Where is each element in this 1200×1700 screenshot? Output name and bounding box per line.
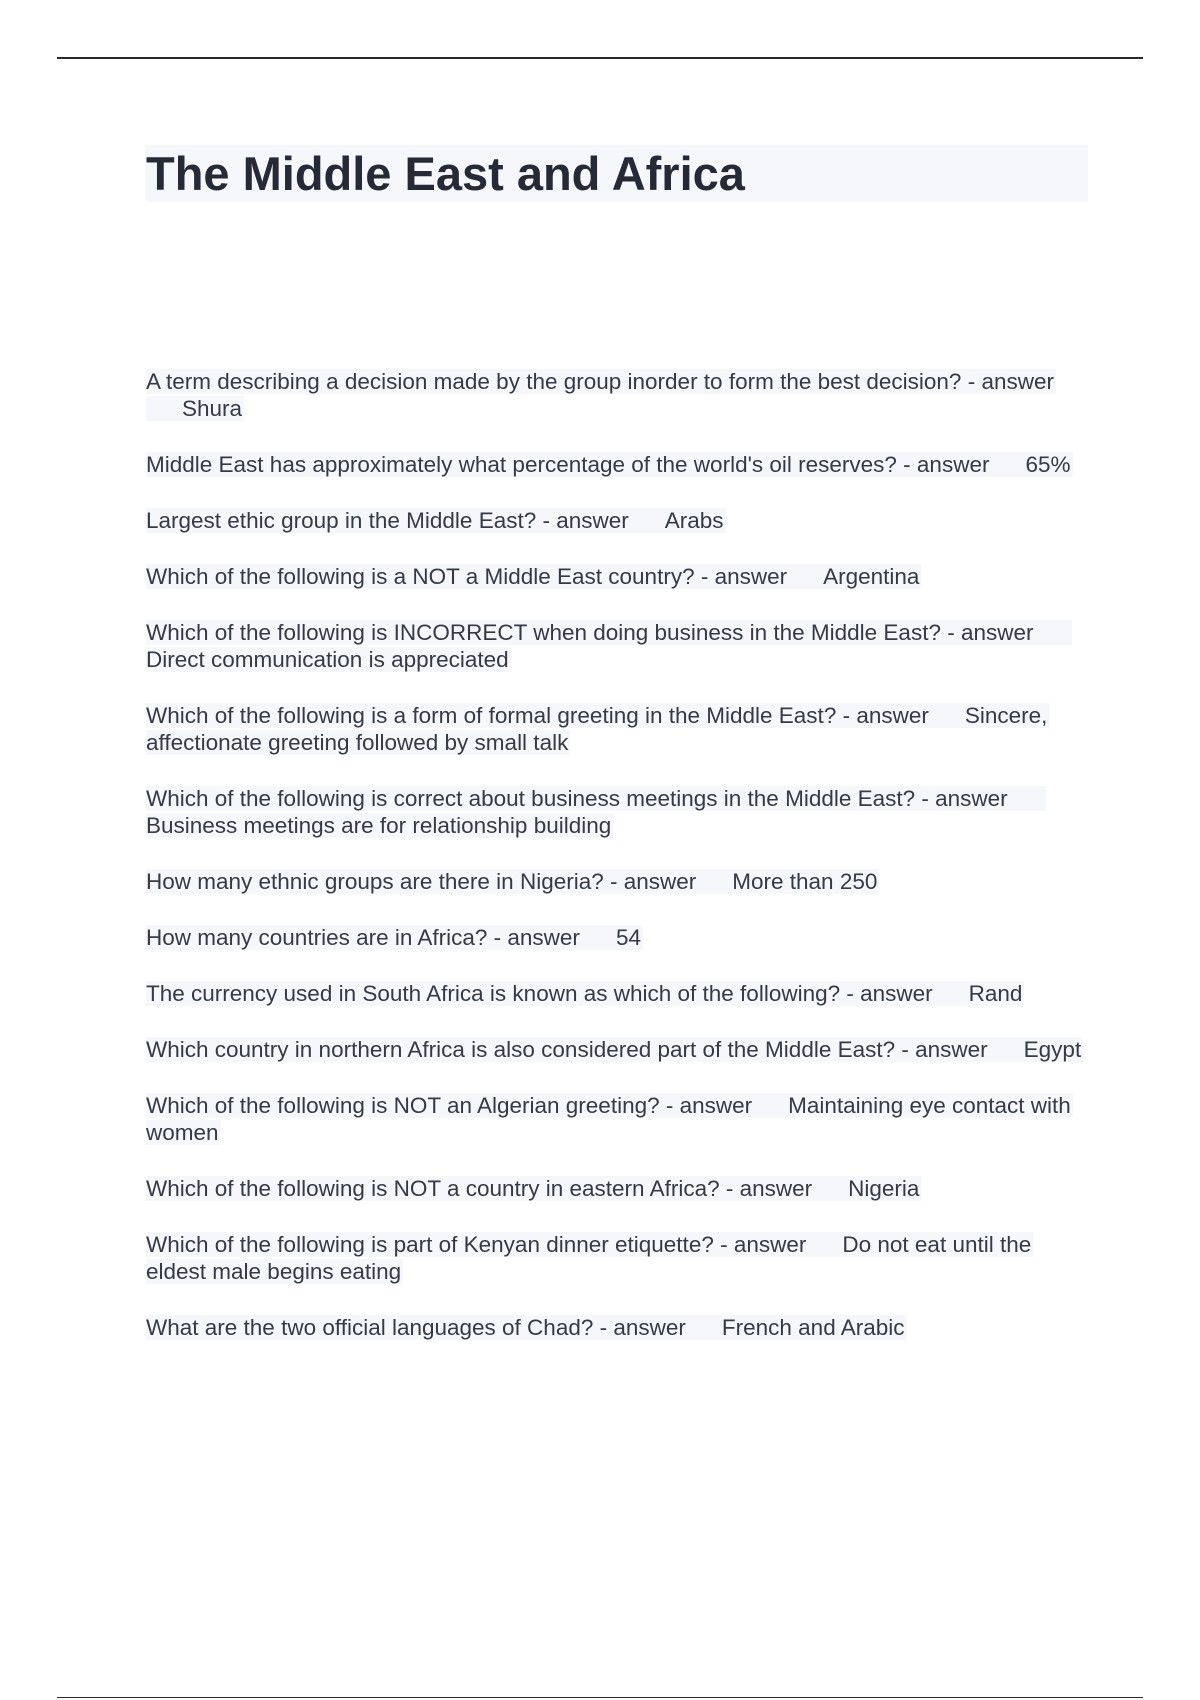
- answer-text: Arabs: [664, 508, 724, 533]
- top-rule: [57, 57, 1143, 59]
- page-title: The Middle East and Africa: [146, 147, 745, 200]
- answer-text: 54: [615, 925, 641, 950]
- qa-item: [146, 563, 1086, 590]
- qa-item: [146, 924, 1086, 951]
- answer-text: 65%: [1025, 452, 1071, 477]
- qa-item: [146, 1175, 1086, 1202]
- qa-item: [146, 1314, 1086, 1341]
- qa-item: [146, 702, 1086, 756]
- answer-text: Shura: [182, 396, 243, 421]
- qa-item: [146, 451, 1086, 478]
- question-text: Which of the following is a NOT a Middle East country? - answer: [146, 564, 788, 589]
- bottom-rule: [57, 1697, 1143, 1698]
- question-text: What are the two official languages of Chad? - answer: [146, 1315, 686, 1340]
- answer-text: Sincere, affectionate greeting followed by small talk: [146, 703, 1048, 755]
- answer-text: Rand: [968, 981, 1023, 1006]
- answer-text: Egypt: [1023, 1037, 1082, 1062]
- qa-item: [146, 1036, 1086, 1063]
- qa-item: [146, 1092, 1086, 1146]
- question-text: Which of the following is NOT a country in eastern Africa? - answer: [146, 1176, 813, 1201]
- qa-item: [146, 785, 1086, 839]
- question-text: Which of the following is correct about business meetings in the Middle East? - answer: [146, 786, 1008, 811]
- answer-text: Maintaining eye contact with women: [146, 1093, 1071, 1145]
- answer-text: Business meetings are for relationship building: [146, 813, 612, 838]
- qa-item: [146, 619, 1086, 673]
- question-text: Which of the following is part of Kenyan dinner etiquette? - answer: [146, 1232, 807, 1257]
- question-text: How many countries are in Africa? - answer: [146, 925, 580, 950]
- question-text: How many ethnic groups are there in Nigeria? - answer: [146, 869, 697, 894]
- qa-item: [146, 368, 1086, 422]
- question-text: Which of the following is INCORRECT when doing business in the Middle East? - answer: [146, 620, 1034, 645]
- answer-text: Direct communication is appreciated: [146, 647, 509, 672]
- answer-text: Do not eat until the eldest male begins eating: [146, 1232, 1032, 1284]
- question-text: Which country in northern Africa is also considered part of the Middle East? - answer: [146, 1037, 988, 1062]
- qa-item: [146, 1231, 1086, 1285]
- qa-item: [146, 868, 1086, 895]
- question-text: Which of the following is a form of formal greeting in the Middle East? - answer: [146, 703, 929, 728]
- qa-item: [146, 980, 1086, 1007]
- question-text: Which of the following is NOT an Algerian greeting? - answer: [146, 1093, 753, 1118]
- question-text: The currency used in South Africa is known as which of the following? - answer: [146, 981, 933, 1006]
- answer-text: More than 250: [732, 869, 878, 894]
- answer-text: French and Arabic: [721, 1315, 905, 1340]
- question-text: Largest ethic group in the Middle East? - answer: [146, 508, 629, 533]
- qa-list: [146, 368, 1086, 1370]
- answer-text: Nigeria: [848, 1176, 920, 1201]
- question-text: A term describing a decision made by the group inorder to form the best decision? - answer: [146, 369, 1054, 394]
- question-text: Middle East has approximately what percentage of the world's oil reserves? - answer: [146, 452, 990, 477]
- answer-text: Argentina: [823, 564, 920, 589]
- qa-item: [146, 507, 1086, 534]
